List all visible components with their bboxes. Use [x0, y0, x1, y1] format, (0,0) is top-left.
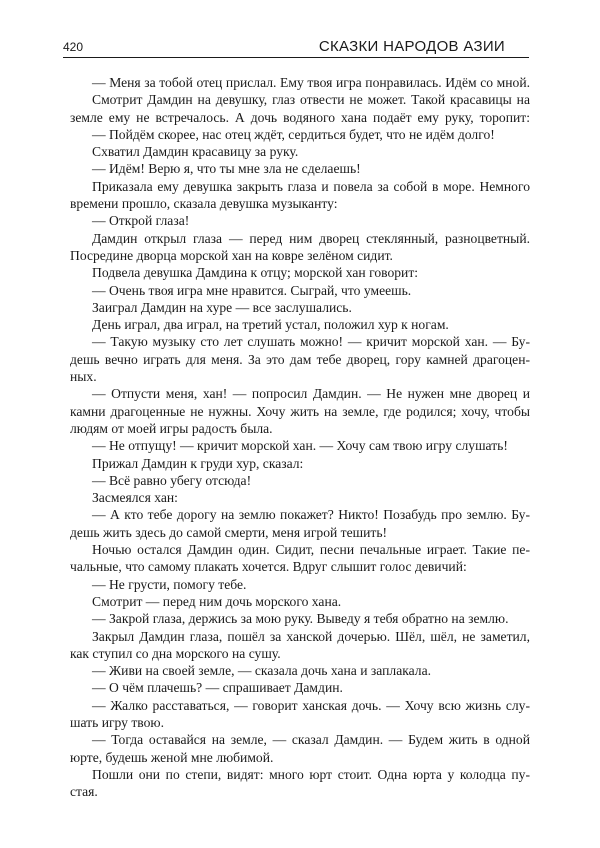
text-line: Заиграл Дамдин на хуре — все заслушались.: [92, 299, 352, 315]
text-line: Пошли они по степи, видят: много юрт стоит. Одна юрта у колодца пу-: [92, 766, 530, 782]
text-line: земле ему не встречалось. А дочь водяного хана подаёт ему руку, торопит:: [70, 109, 530, 125]
text-line: Закрыл Дамдин глаза, пошёл за ханской дочерью. Шёл, шёл, не заметил,: [92, 628, 530, 644]
text-line: — Не грусти, помогу тебе.: [92, 576, 247, 592]
text-line: — Отпусти меня, хан! — попросил Дамдин. — Не нужен мне дворец и: [92, 386, 530, 402]
text-line: чальные, что самому плакать хочется. Вдруг слышит голос девичий:: [70, 559, 467, 575]
text-line: — Пойдём скорее, нас отец ждёт, сердиться будет, что не идём долго!: [92, 126, 495, 142]
text-line: Приказала ему девушка закрыть глаза и повела за собой в море. Немного: [92, 178, 530, 194]
text-line: дешь вечно играть для меня. За это дам тебе дворец, гору камней драгоцен-: [70, 351, 530, 367]
text-line: — О чём плачешь? — спрашивает Дамдин.: [92, 680, 343, 696]
page-header: [63, 38, 529, 58]
text-line: Схватил Дамдин красавицу за руку.: [92, 144, 299, 160]
text-line: Смотрит — перед ним дочь морского хана.: [92, 593, 342, 609]
running-title: СКАЗКИ НАРОДОВ АЗИИ: [318, 38, 505, 55]
page-number: 420: [63, 40, 84, 54]
text-line: — Жалко расставаться, — говорит ханская дочь. — Хочу всю жизнь слу-: [92, 697, 530, 713]
text-line: — Тогда оставайся на земле, — сказал Дамдин. — Будем жить в одной: [92, 732, 530, 748]
text-line: — Не отпущу! — кричит морской хан. — Хочу сам твою игру слушать!: [92, 438, 508, 454]
text-line: Смотрит Дамдин на девушку, глаз отвести не может. Такой красавицы на: [92, 92, 530, 108]
text-line: людям от моей игры радость была.: [70, 420, 273, 436]
header-rule: [63, 57, 529, 58]
text-line: День играл, два играл, на третий устал, положил хур к ногам.: [92, 317, 449, 333]
text-line: — Всё равно убегу отсюда!: [92, 472, 252, 488]
text-line: Посредине дворца морской хан на ковре зелёном сидит.: [70, 247, 393, 263]
text-line: Ночью остался Дамдин один. Сидит, песни печальные играет. Такие пе-: [92, 542, 530, 558]
text-line: Прижал Дамдин к груди хур, сказал:: [92, 455, 304, 471]
text-line: — Идём! Верю я, что ты мне зла не сделаешь!: [92, 161, 361, 177]
body-text: [70, 74, 530, 800]
text-line: ных.: [70, 369, 97, 385]
text-line: — Меня за тобой отец прислал. Ему твоя игра понравилась. Идём со мной.: [92, 75, 530, 90]
text-line: юрте, будешь женой мне любимой.: [70, 749, 274, 765]
text-line: времени прошло, сказала девушка музыканту:: [70, 196, 338, 212]
text-line: Подвела девушка Дамдина к отцу; морской хан говорит:: [92, 265, 419, 281]
text-line: Дамдин открыл глаза — перед ним дворец стеклянный, разноцветный.: [92, 230, 530, 246]
text-line: — Очень твоя игра мне нравится. Сыграй, что умеешь.: [92, 282, 412, 298]
text-line: дешь жить здесь до самой смерти, меня игрой тешить!: [70, 524, 388, 540]
text-line: стая.: [70, 784, 98, 800]
text-line: Засмеялся хан:: [92, 490, 178, 506]
text-line: — Такую музыку сто лет слушать можно! — кричит морской хан. — Бу-: [92, 334, 530, 350]
text-line: — А кто тебе дорогу на землю покажет? Никто! Позабудь про землю. Бу-: [92, 507, 530, 523]
text-line: — Открой глаза!: [92, 213, 190, 229]
text-line: — Живи на своей земле, — сказала дочь хана и заплакала.: [92, 663, 432, 679]
text-line: как ступил со дна морского на сушу.: [70, 645, 281, 661]
text-line: — Закрой глаза, держись за мою руку. Выведу я тебя обратно на землю.: [92, 611, 509, 627]
text-line: камни драгоценные не нужны. Хочу жить на земле, где родился; хочу, чтобы: [70, 403, 530, 419]
text-line: шать игру твою.: [70, 714, 164, 730]
